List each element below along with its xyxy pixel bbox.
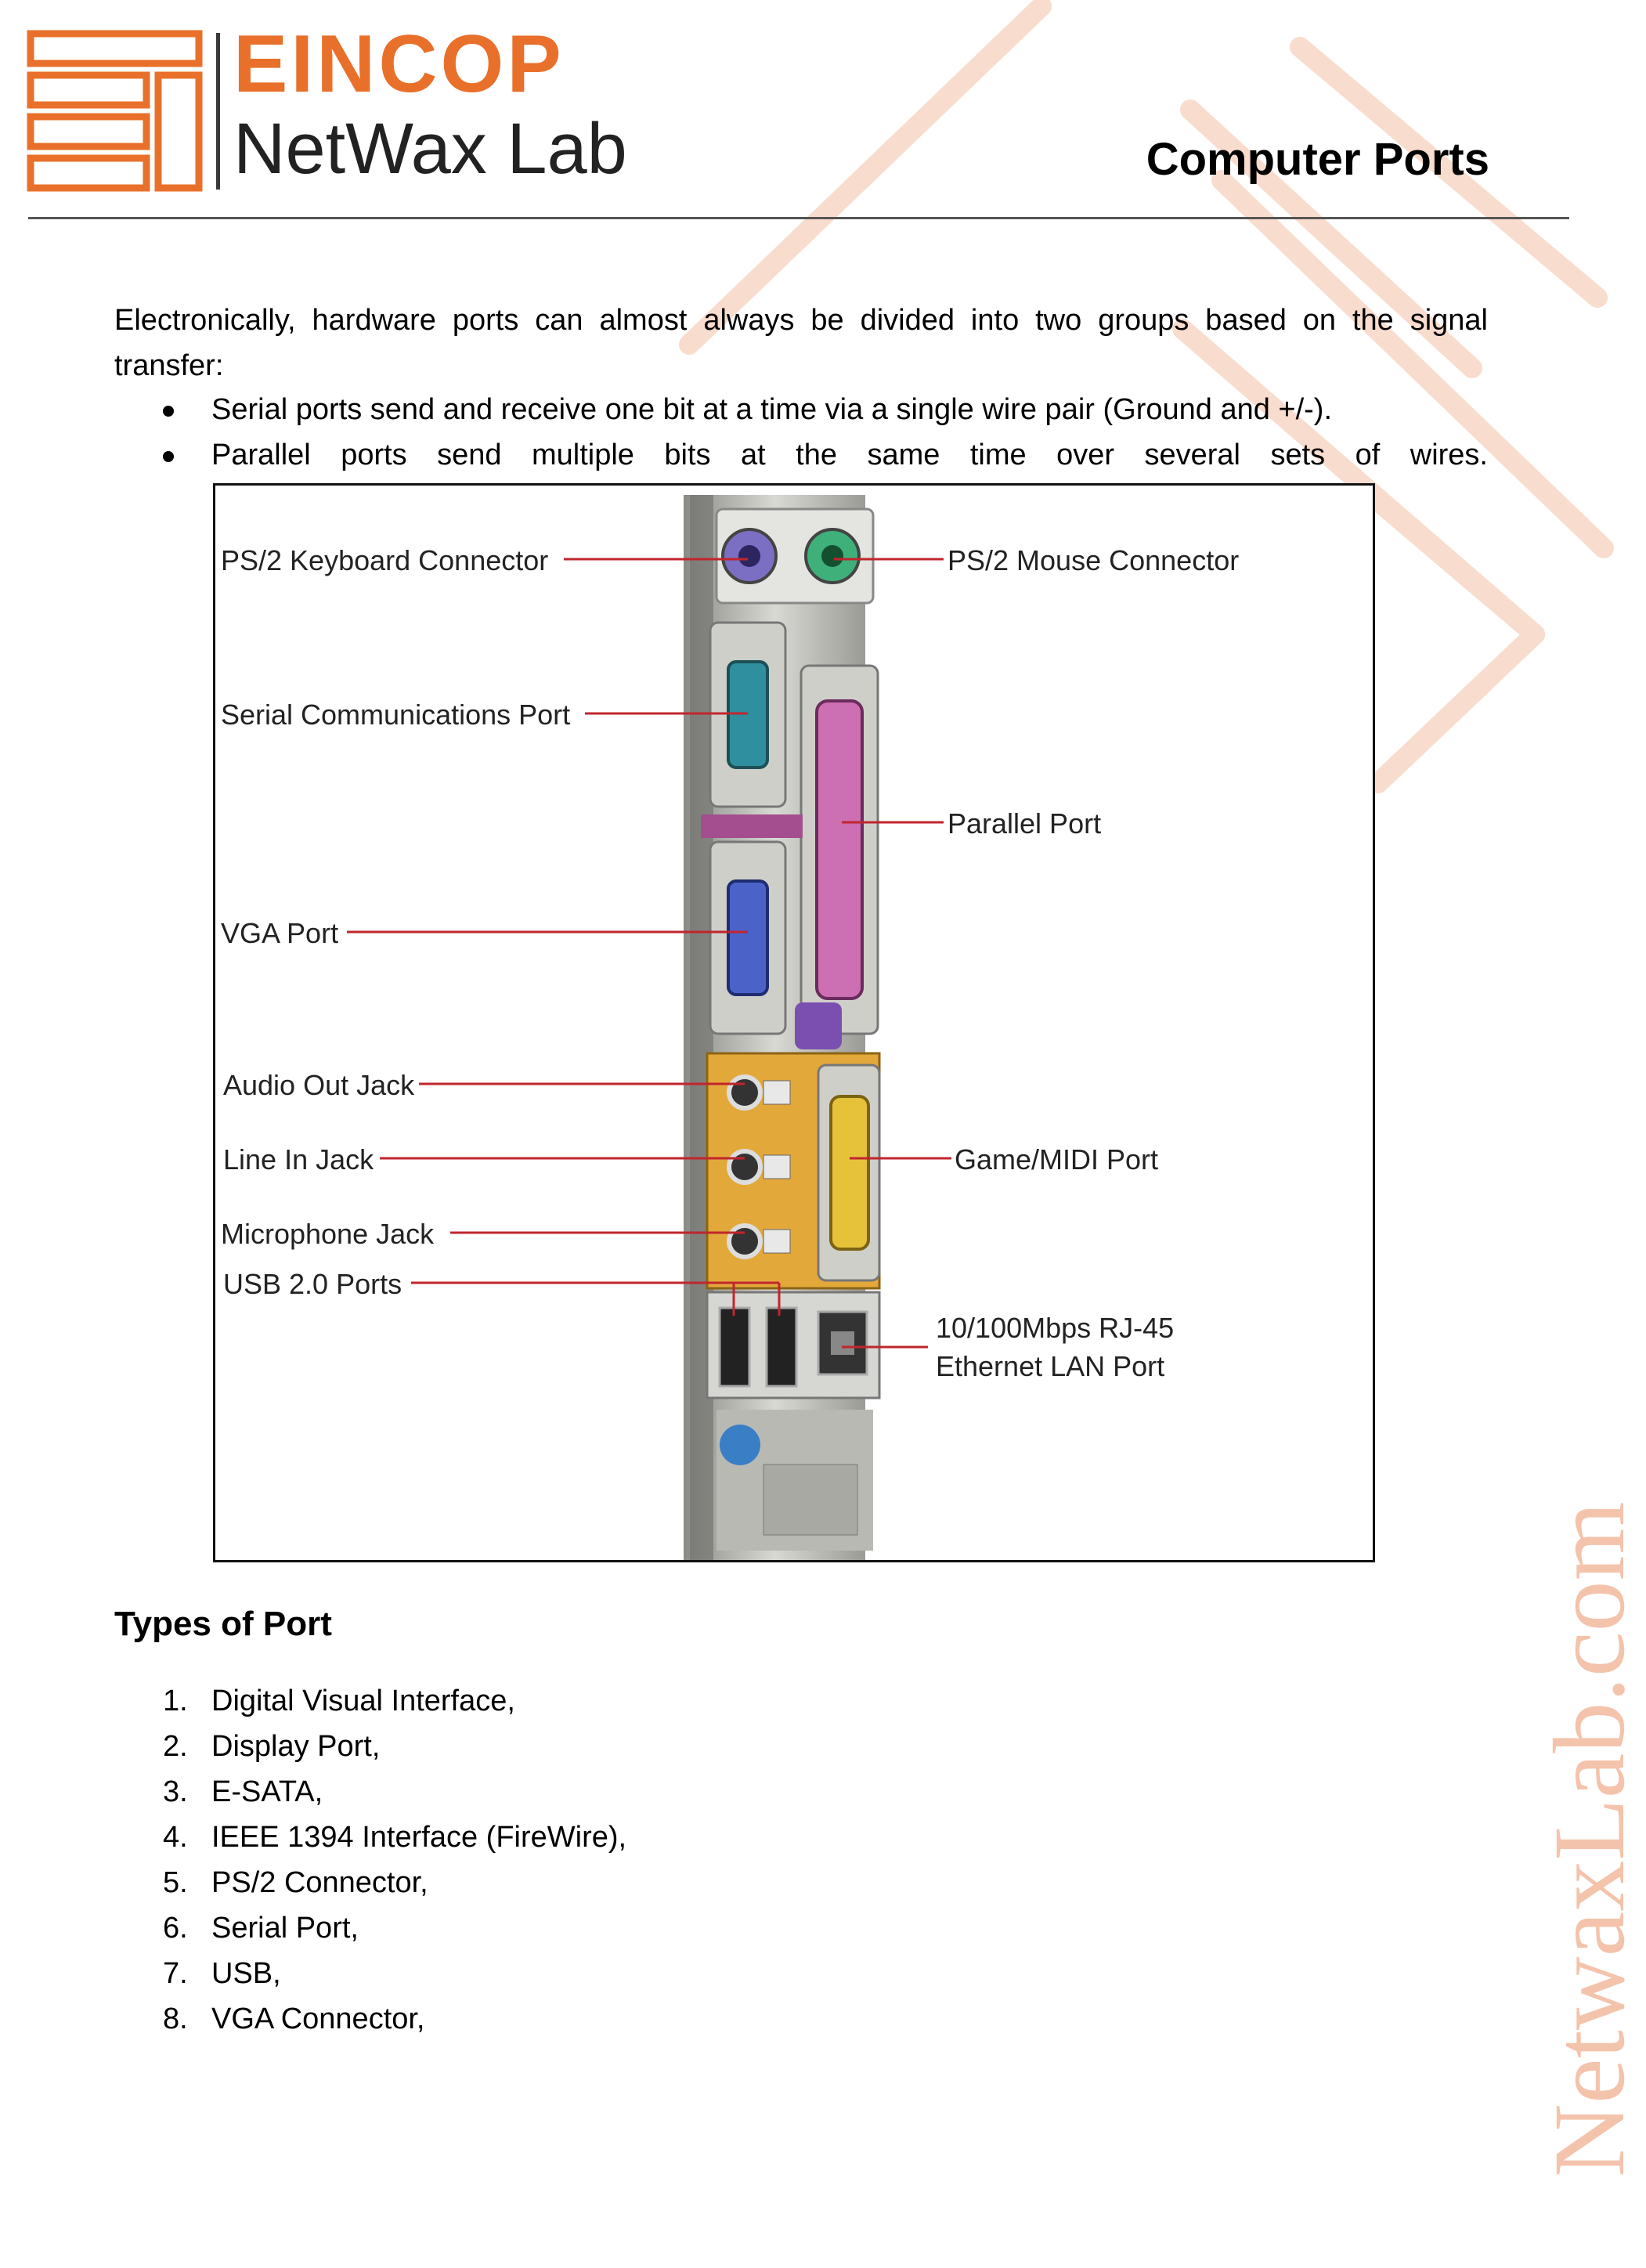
bullet-list [114,387,1488,478]
list-item [114,1815,626,1860]
audio-out-jack-icon [729,1077,760,1108]
label-game-midi: Game/MIDI Port [955,1143,1159,1176]
label-microphone: Microphone Jack [221,1218,435,1250]
list-item [114,1951,626,1996]
list-number: 8. [163,2003,188,2035]
list-item [114,1769,626,1815]
parallel-port-icon [817,701,862,999]
list-item [114,1724,626,1769]
header-divider [28,217,1569,219]
list-item [114,1678,626,1724]
list-number: 6. [163,1912,188,1945]
eincop-logo-icon [27,30,207,194]
bullet-text: Serial ports send and receive one bit at a time via a single wire pair (Ground and +/-). [211,393,1333,426]
vga-port-icon [728,881,767,995]
list-item-text: VGA Connector, [211,2003,425,2035]
types-list [114,1678,626,2042]
motherboard-panel-illustration [215,486,1373,1560]
intro-paragraph: Electronically, hardware ports can almost always be divided into two groups based on the signal transfer: [114,304,1488,382]
game-midi-port-icon [831,1096,868,1249]
list-number: 7. [163,1957,188,1990]
list-item [114,1996,626,2042]
line-in-jack-icon [729,1151,760,1183]
label-line-in: Line In Jack [223,1143,374,1176]
list-number: 1. [163,1685,188,1717]
bullet-icon [163,451,174,462]
bullet-text: Parallel ports send multiple bits at the same time over several sets of wires. [211,439,1488,471]
list-item-text: USB, [211,1957,281,1990]
watermark: NetwaxLab.com [1533,1501,1646,2177]
logo-divider [216,33,220,190]
label-usb: USB 2.0 Ports [223,1268,402,1300]
list-number: 2. [163,1730,188,1763]
list-item [114,1905,626,1951]
capacitor-icon [720,1425,760,1465]
bullet-icon [163,406,174,417]
usb-port-icon [720,1308,749,1386]
list-item-text: E-SATA, [211,1775,323,1808]
ports-figure [213,483,1375,1562]
list-number: 3. [163,1775,188,1808]
list-item [114,1860,626,1905]
list-item-text: IEEE 1394 Interface (FireWire), [211,1821,627,1854]
list-item-text: PS/2 Connector, [211,1866,428,1899]
label-ps2-keyboard: PS/2 Keyboard Connector [221,544,549,576]
label-audio-out: Audio Out Jack [223,1069,415,1101]
section-title-types: Types of Port [114,1605,332,1643]
microphone-jack-icon [729,1226,760,1257]
label-rj45-line2: Ethernet LAN Port [936,1350,1165,1382]
label-parallel: Parallel Port [948,807,1102,840]
list-number: 4. [163,1821,188,1854]
brand-name: EINCOP [233,19,565,110]
list-item-text: Digital Visual Interface, [211,1685,515,1717]
list-number: 5. [163,1866,188,1899]
label-vga: VGA Port [221,917,339,949]
list-item [114,387,1488,432]
list-item-text: Display Port, [211,1730,381,1763]
label-serial: Serial Communications Port [221,699,571,731]
list-item [114,432,1488,478]
label-rj45-line1: 10/100Mbps RJ-45 [936,1312,1175,1344]
usb-port-icon [767,1308,796,1386]
label-ps2-mouse: PS/2 Mouse Connector [948,544,1240,576]
sub-brand-name: NetWax Lab [233,109,627,189]
page-title: Computer Ports [1146,134,1489,185]
list-item-text: Serial Port, [211,1912,359,1945]
